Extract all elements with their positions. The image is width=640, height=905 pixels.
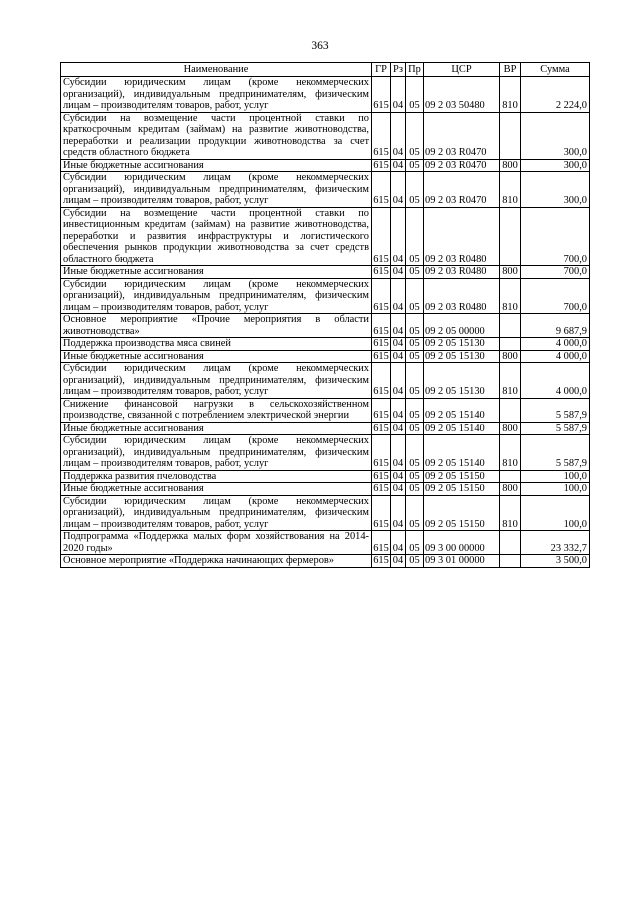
table-row <box>61 266 590 279</box>
row-gr-cell: 615 <box>372 172 391 208</box>
row-vr-cell <box>500 112 521 159</box>
row-vr-cell: 810 <box>500 77 521 113</box>
row-rz-cell: 04 <box>391 531 406 555</box>
row-sum-cell: 100,0 <box>521 495 590 531</box>
row-pr-cell: 05 <box>406 483 424 496</box>
row-vr-cell <box>500 531 521 555</box>
row-rz-cell: 04 <box>391 338 406 351</box>
row-vr-cell <box>500 207 521 266</box>
row-name-cell: Подпрограмма «Поддержка малых форм хозяйствования на 2014-2020 годы» <box>61 531 372 555</box>
row-vr-cell: 800 <box>500 159 521 172</box>
row-pr-cell: 05 <box>406 314 424 338</box>
row-csr-cell: 09 2 05 15140 <box>424 398 500 422</box>
row-csr-cell: 09 2 05 15140 <box>424 435 500 471</box>
row-gr-cell: 615 <box>373 338 389 349</box>
table-row <box>61 470 590 483</box>
row-pr-cell: 05 <box>406 278 424 314</box>
row-sum-cell: 4 000,0 <box>521 338 590 351</box>
row-gr-cell: 615 <box>372 207 391 266</box>
header-rz: Рз <box>391 63 406 77</box>
row-csr-cell: 09 2 03 R0480 <box>424 207 500 266</box>
row-csr-cell: 09 2 03 R0470 <box>424 172 500 208</box>
header-vr: ВР <box>500 63 521 77</box>
row-name-cell: Снижение финансовой нагрузки в сельскохозяйственном производстве, связанной с потреблением электрической энергии <box>61 398 372 422</box>
table-row <box>61 207 590 266</box>
table-row <box>61 278 590 314</box>
row-csr-cell: 09 2 05 15150 <box>424 495 500 531</box>
row-name-cell: Поддержка производства мяса свиней <box>61 338 372 351</box>
row-gr-cell: 615 <box>372 314 391 338</box>
row-pr-cell: 05 <box>406 338 424 351</box>
row-gr-cell: 615 <box>373 350 389 362</box>
row-vr-cell <box>500 314 521 338</box>
row-gr-cell: 615 <box>373 422 389 434</box>
row-gr-cell: 615 <box>372 363 391 399</box>
row-gr-cell: 615 <box>373 266 389 277</box>
row-pr-cell: 05 <box>406 470 424 483</box>
row-gr-cell: 615 <box>373 470 389 482</box>
row-vr-cell: 800 <box>500 422 521 435</box>
row-gr-cell: 615 <box>372 278 391 314</box>
table-row <box>61 159 590 172</box>
row-rz-cell: 04 <box>391 350 406 363</box>
row-rz-cell: 04 <box>391 77 406 113</box>
row-rz-cell: 04 <box>391 112 406 159</box>
row-gr-cell: 615 <box>372 435 391 471</box>
row-sum-cell: 4 000,0 <box>521 350 590 363</box>
row-vr-cell: 810 <box>500 435 521 471</box>
row-name-cell: Иные бюджетные ассигнования <box>61 483 372 496</box>
row-csr-cell: 09 2 03 R0470 <box>424 159 500 172</box>
row-gr-cell: 615 <box>373 555 389 566</box>
table-row <box>61 422 590 435</box>
row-rz-cell: 04 <box>391 278 406 314</box>
row-sum-cell: 4 000,0 <box>521 363 590 399</box>
row-rz-cell: 04 <box>391 363 406 399</box>
row-name-cell: Субсидии юридическим лицам (кроме некоммерческих организаций), индивидуальным предпринимателям, физическим лицам – производителям товаров, работ, услуг <box>61 172 372 208</box>
row-csr-cell: 09 2 05 15140 <box>424 422 500 435</box>
row-vr-cell: 810 <box>500 363 521 399</box>
row-sum-cell: 700,0 <box>521 278 590 314</box>
header-name: Наименование <box>61 63 372 77</box>
row-csr-cell: 09 2 05 00000 <box>424 314 500 338</box>
row-gr-cell: 615 <box>372 531 391 555</box>
row-sum-cell: 9 687,9 <box>521 314 590 338</box>
row-vr-cell: 800 <box>500 483 521 496</box>
row-sum-cell: 5 587,9 <box>521 422 590 435</box>
row-gr-cell: 615 <box>372 77 391 113</box>
row-pr-cell: 05 <box>406 77 424 113</box>
row-sum-cell: 5 587,9 <box>521 398 590 422</box>
row-rz-cell: 04 <box>391 555 406 568</box>
row-sum-cell: 100,0 <box>521 470 590 483</box>
row-name-cell: Субсидии на возмещение части процентной ставки по краткосрочным кредитам (займам) на развитие животноводства, переработки и реализации продукции животноводства за счет средств областного бюджета <box>61 112 372 159</box>
row-sum-cell: 700,0 <box>521 266 590 279</box>
table-row <box>61 363 590 399</box>
row-sum-cell: 2 224,0 <box>521 77 590 113</box>
row-vr-cell: 810 <box>500 278 521 314</box>
row-pr-cell: 05 <box>406 363 424 399</box>
table-row <box>61 338 590 351</box>
row-csr-cell: 09 2 03 R0470 <box>424 112 500 159</box>
row-sum-cell: 100,0 <box>521 483 590 496</box>
row-rz-cell: 04 <box>391 207 406 266</box>
row-csr-cell: 09 2 05 15150 <box>424 470 500 483</box>
row-vr-cell <box>500 555 521 568</box>
row-gr-cell: 615 <box>372 398 391 422</box>
row-gr-cell: 615 <box>372 112 391 159</box>
row-name-cell: Субсидии юридическим лицам (кроме некоммерческих организаций), индивидуальным предпринимателям, физическим лицам – производителям товаров, работ, услуг <box>61 435 372 471</box>
table-row <box>61 398 590 422</box>
row-pr-cell: 05 <box>406 555 424 568</box>
row-sum-cell: 300,0 <box>521 172 590 208</box>
row-rz-cell: 04 <box>391 172 406 208</box>
row-rz-cell: 04 <box>391 495 406 531</box>
row-name-cell: Субсидии юридическим лицам (кроме некоммерческих организаций), индивидуальным предпринимателям, физическим лицам – производителям товаров, работ, услуг <box>61 495 372 531</box>
row-rz-cell: 04 <box>391 435 406 471</box>
row-name-cell: Субсидии на возмещение части процентной ставки по инвестиционным кредитам (займам) на развитие животноводства, переработки и развития инфраструктуры и логистического обеспечения рынков продукции животноводства за счет средств областного бюджета <box>61 207 372 266</box>
row-sum-cell: 700,0 <box>521 207 590 266</box>
header-pr: Пр <box>406 63 424 77</box>
table-row <box>61 483 590 496</box>
row-vr-cell <box>500 398 521 422</box>
row-csr-cell: 09 2 03 50480 <box>424 77 500 113</box>
row-name-cell: Иные бюджетные ассигнования <box>61 422 372 435</box>
row-csr-cell: 09 2 05 15130 <box>424 350 500 363</box>
row-pr-cell: 05 <box>406 172 424 208</box>
row-pr-cell: 05 <box>406 398 424 422</box>
row-gr-cell: 615 <box>373 159 389 171</box>
row-csr-cell: 09 2 05 15150 <box>424 483 500 496</box>
row-name-cell: Основное мероприятие «Прочие мероприятия в области животноводства» <box>61 314 372 338</box>
row-vr-cell <box>500 338 521 351</box>
row-vr-cell: 800 <box>500 266 521 279</box>
table-row <box>61 555 590 568</box>
row-rz-cell: 04 <box>391 314 406 338</box>
row-pr-cell: 05 <box>406 207 424 266</box>
row-gr-cell: 615 <box>372 495 391 531</box>
row-name-cell: Субсидии юридическим лицам (кроме некоммерческих организаций), индивидуальным предпринимателям, физическим лицам – производителям товаров, работ, услуг <box>61 278 372 314</box>
row-name-cell: Основное мероприятие «Поддержка начинающих фермеров» <box>61 555 372 568</box>
row-gr-cell: 615 <box>373 483 389 494</box>
row-rz-cell: 04 <box>391 266 406 279</box>
row-rz-cell: 04 <box>391 422 406 435</box>
row-pr-cell: 05 <box>406 531 424 555</box>
row-sum-cell: 3 500,0 <box>521 555 590 568</box>
row-vr-cell: 800 <box>500 350 521 363</box>
row-vr-cell: 810 <box>500 172 521 208</box>
table-row <box>61 435 590 471</box>
table-header-row <box>61 63 590 77</box>
row-pr-cell: 05 <box>406 266 424 279</box>
row-name-cell: Субсидии юридическим лицам (кроме некоммерческих организаций), индивидуальным предпринимателям, физическим лицам – производителям товаров, работ, услуг <box>61 77 372 113</box>
row-pr-cell: 05 <box>406 112 424 159</box>
row-sum-cell: 23 332,7 <box>521 531 590 555</box>
row-name-cell: Иные бюджетные ассигнования <box>61 350 372 363</box>
table-row <box>61 172 590 208</box>
table-row <box>61 531 590 555</box>
row-pr-cell: 05 <box>406 495 424 531</box>
row-csr-cell: 09 2 05 15130 <box>424 363 500 399</box>
row-csr-cell: 09 3 00 00000 <box>424 531 500 555</box>
budget-table <box>60 62 590 568</box>
row-csr-cell: 09 2 03 R0480 <box>424 266 500 279</box>
row-rz-cell: 04 <box>391 159 406 172</box>
row-vr-cell <box>500 470 521 483</box>
row-sum-cell: 5 587,9 <box>521 435 590 471</box>
row-pr-cell: 05 <box>406 159 424 172</box>
table-row <box>61 314 590 338</box>
table-row <box>61 350 590 363</box>
row-name-cell: Субсидии юридическим лицам (кроме некоммерческих организаций), индивидуальным предпринимателям, физическим лицам – производителям товаров, работ, услуг <box>61 363 372 399</box>
page-number: 363 <box>311 40 329 52</box>
table-row <box>61 112 590 159</box>
header-sum: Сумма <box>521 63 590 77</box>
row-vr-cell: 810 <box>500 495 521 531</box>
row-name-cell: Иные бюджетные ассигнования <box>61 159 372 172</box>
row-sum-cell: 300,0 <box>521 159 590 172</box>
table-row <box>61 77 590 113</box>
row-pr-cell: 05 <box>406 350 424 363</box>
row-pr-cell: 05 <box>406 422 424 435</box>
row-rz-cell: 04 <box>391 398 406 422</box>
row-sum-cell: 300,0 <box>521 112 590 159</box>
table-row <box>61 495 590 531</box>
header-csr: ЦСР <box>424 63 500 77</box>
row-csr-cell: 09 2 05 15130 <box>424 338 500 351</box>
row-rz-cell: 04 <box>391 470 406 483</box>
row-name-cell: Иные бюджетные ассигнования <box>61 266 372 279</box>
row-pr-cell: 05 <box>406 435 424 471</box>
row-csr-cell: 09 2 03 R0480 <box>424 278 500 314</box>
header-gr: ГР <box>372 63 391 77</box>
row-name-cell: Поддержка развития пчеловодства <box>61 470 372 483</box>
row-csr-cell: 09 3 01 00000 <box>424 555 500 568</box>
row-rz-cell: 04 <box>391 483 406 496</box>
